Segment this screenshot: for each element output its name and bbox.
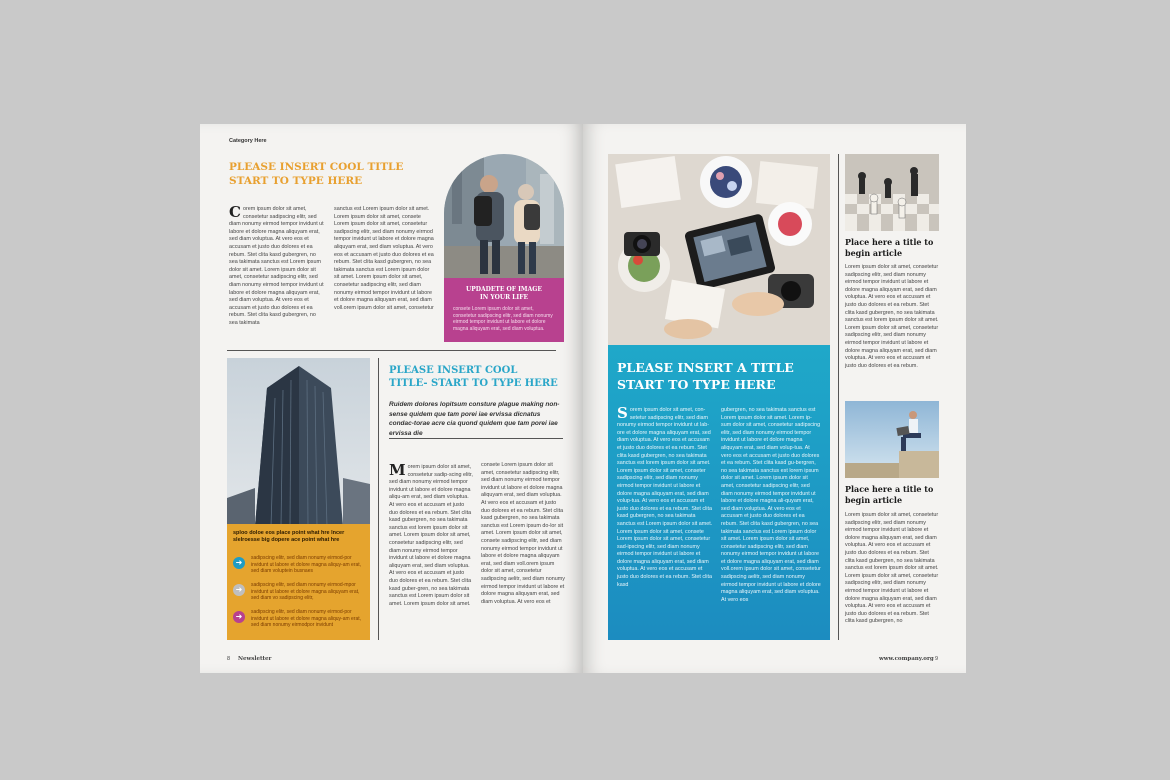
category-label: Category Here [229, 138, 267, 144]
article-column-4: consete Lorem ipsum dolor sit amet, consetetur sadipscing elitr, sed diam nonumy eirmod tempor invidunt ut labore et dolore magna aliquyam erat, sed diam voluptua. At vero eos et accusam et justo duo dolores et ea rebum. Stet clita kasd gubergren, no sea takimata sanctus est Lorem ipsum do-lor sit amet. Lorem ipsum dolor sit amet, consete sadipscing elitr, sed diam nonumy eirmod tempor invidunt ut labore et dolore magna aliquyam erat, sed diam voll.orem ipsum dolor sit amet, consetetur sadipscing aelitr, sed diam nonumy eirmod tempor invidunt ut labore et dolore magna aliquyam erat, sed diam voluptua. At vero eos et [481, 462, 565, 605]
drop-cap: C [229, 203, 241, 221]
arch-caption-title: UPDADETE OF IMAGE IN YOUR LIFE [466, 286, 542, 301]
page-number-left: 8 [227, 656, 231, 662]
feature-title: PLEASE INSERT A TITLE START TO TYPE HERE [617, 360, 794, 392]
highlight-box [227, 524, 370, 640]
vertical-rule [378, 358, 379, 640]
article-column-1 [229, 203, 325, 328]
feature-column-1 [617, 404, 715, 589]
vertical-rule [838, 154, 839, 640]
magazine-spread [200, 124, 966, 673]
arch-caption-box [444, 278, 564, 342]
lead-paragraph: Ruidem dolores lopitsum consture plague making non-sense quidem que tam porei iae ervissa dicnatus condac-torae acre cia quond quidem que tam porei iae ervissa die [389, 401, 560, 437]
skyscraper-photo [227, 358, 370, 526]
bullet-text: sadipscing elitr, sed diam nonumy eirmod-por invidunt ut labore et dolore magna aliquy-am erat, sed diam voluptein busnaes [251, 555, 362, 574]
horizontal-rule [227, 350, 556, 351]
side-article-title-1: Place here a title to begin article [845, 237, 934, 258]
arch-caption-text: consete Lorem ipsum dolor sit amet, consetetur sadipscing elitr, sed diam nonumy eirmod tempor invidunt ut labore et dolore magna aliquyam erat, sed diam voluptua. [453, 306, 553, 332]
footer-url: www.company.org [879, 656, 934, 662]
bullet-text: sadipscing elitr, sed diam nonumy eirmod-por invidunt ut labore et dolore magna aliquy-am erat, sed diam nonumy eirmodpor invidunt [251, 609, 362, 628]
article-title: PLEASE INSERT COOL TITLE START TO TYPE HERE [229, 161, 404, 187]
left-page [200, 124, 583, 673]
column-text: orem ipsum dolor sit amet, con-setetur sadipscing elitr, sed diam nonumy eirmod tempor invidunt ut lab-ore et dolore magna aliquyam erat, sed diam voluptua. At vero eos et accusam et justo duo dolores et ea rebum. Stet clita kasd gubergren, no sea takimata sanctus est lorem ipsum dolor sit amet. Lorem ipsum dolor sit amet, conseter sadipscing elitr, sed diam nonumy eirmod tempor invidunt ut labore et dolore magna aliquyam erat, sed diam volup-tua. At vero eos et accusam et justo duo dolores et ea rebum. Stet clita kasd gubergren, no sea takimata sanctus est Lorem ipsum dolor sit amet. Lorem ipsum dolor sit amet, consete Lorem ipsum dolor sit amet, consetetur sad-ipscing elitr, sed diam nonumy eirmod tempor invidunt ut labore et dolore magna aliquyam erat, sed diam voluptua. At vero eos et accusam et justo duo dolores et ea rebum. Stet clita kasd [617, 407, 713, 588]
bullet-text: sadipscing elitr, sed diam nonumy eirmod-mpor invidunt ut labore et dolore magna aliquyam erat, sed diam vo sadipscing elitr, [251, 582, 360, 601]
feature-box [608, 345, 830, 640]
side-article-text-1: Lorem ipsum dolor sit amet, consetetur sadipscing elitr, sed diam nonumy eirmod tempor invidunt ut labore et dolore magna aliquyam erat, sed diam voluptua. At vero eos et accusam et justo duo dolores et ea rebum. Stet clita kasd gubergren, no sea takimata sanctus est lorem ipsum dolor sit amet. Lorem ipsum dolor sit amet, consetetur sadipscing elitr, sed diam nonumy eirmod tempor invidunt ut labore et dolore magna aliquyam erat, sed diam voluptua. At vero eos et accusam et justo duo dolores et ea rebum. [845, 264, 939, 369]
arrow-right-icon: ➜ [233, 584, 245, 596]
right-page [583, 124, 966, 673]
flatlay-photo [608, 154, 830, 345]
horizontal-rule [389, 438, 563, 439]
column-text: orem ipsum dolor sit amet, consetetur sadipscing elitr, sed diam nonumy eirmod tempor invidunt ut labore et dolore magna aliquyam erat, sed diam voluptua. At vero eos et accusam et justo duo dolores et ea rebum. Stet clita kasd gubergren, no sea takimata sanctus est Lorem ipsum dolor sit amet. Lorem ipsum dolor sit amet, consetetur sadipscing elitr, sed diam nonumy eirmod tempor invidunt ut labore et dolore magna aliquyam erat, sed diam voluptua. At vero eos et accusam et justo duo dolores et ea rebum. Stet clita kasd gubergren, no sea takimata [229, 206, 324, 326]
highlight-title: sploo doloe eos place point what hre lncer slelroesse big dopere ace point what hre [233, 530, 345, 543]
people-walking-photo [444, 154, 564, 278]
feature-column-2: gubergren, no sea takimata sanctus est Lorem ipsum dolor sit amet. Lorem ip-sum dolor sit amet, consetetur sadipscing elitr, sed diam nonumy eirmod tempor invidunt ut labore et dolore magna aliquyam erat, sed diam volup-tua. At vero eos et accusam et justo duo dolores et ea rebum. Stet clita kasd gu-bergren, no sea takimata sanctus est lorem ipsum dolor sit amet. Lorem ipsum dolor sit amet, consetetur sadipscing elitr, sed diam nonumy eirmod tempor invidunt ut labore et dolore magna ali-quyam erat, sed diam voluptua. At vero eos et accusam et justo duo dolores et ea rebum. Stet clita kasd gubergren, no sea takimata sanctus est Lorem ipsum dolor sit amet. Lorem ipsum dolor sit amet, consetetur sadipscing elitr, sed diam nonumy eirmod tempor invidunt ut labore et dolore magna aliquyam erat, sed diam voll.orem ipsum dolor sit amet, consetetur sadipscing aelitr, sed diam nonumy eirmod tempor invidunt ut labore et dolore magna aliquyam erat, sed diam voluptua. At vero eos [721, 407, 821, 603]
column-text: orem ipsum dolor sit amet, consetetur sadip-scing elitr, sed diam nonumy eirmod tempor invidunt ut labore et dolore magna aliqu-am erat, sed diam voluptua. At vero eos et accusam et justo duo dolores et ea rebum. Stet clita kasd gubergren, no sea takimata sanctus est lorem ipsum dolor sit amet. Lorem ipsum dolor sit amet, consetetur sadipscing elitr, sed diam nonumy eirmod tempor invidunt ut labore et dolore magna aliquyam erat, sed diam voluptua. At vero eos et accusam et justo duo dolores et ea rebum. Stet clita kasd guber-gren, no sea takimata sanctus est Lorem ipsum dolor sit amet. Lorem ipsum dolor sit amet. [389, 464, 473, 607]
article-column-3 [389, 461, 473, 608]
article-title-2: PLEASE INSERT COOL TITLE- START TO TYPE HERE [389, 365, 558, 389]
side-article-title-2: Place here a title to begin article [845, 484, 934, 505]
arch-image-card [444, 154, 564, 342]
chess-photo [845, 154, 939, 231]
arrow-right-icon: ➜ [233, 611, 245, 623]
footer-newsletter: Newsletter [238, 656, 272, 662]
page-number-right: 9 [935, 656, 939, 662]
drop-cap: S [617, 404, 628, 422]
article-column-2: sanctus est Lorem ipsum dolor sit amet. Lorem ipsum dolor sit amet, consete Lorem ipsum dolor sit amet, consetetur sadipscing elitr, sed diam nonumy eirmod tempor invidunt ut labore et dolore magna aliquyam erat, sed diam voluptua. At vero eos et accusam et justo duo dolores et ea rebum. Stet clita kasd gubergren, no sea takimata sanctus est Lorem ipsum dolor sit amet. Lorem ipsum dolor sit amet, consetetur sadipscing elitr, sed diam nonumy eirmod tempor invidunt ut labore et dolore magna aliquyam erat, sed diam voll.orem ipsum dolor sit amet, consetetur [334, 206, 434, 311]
man-laptop-photo [845, 401, 939, 478]
arrow-right-icon: ➜ [233, 557, 245, 569]
side-article-text-2: Lorem ipsum dolor sit amet, consetetur sadipscing elitr, sed diam nonumy eirmod tempor invidunt ut labore et dolore magna aliquyam erat, sed diam voluptua. At vero eos et accusam et justo duo dolores et ea rebum. Stet clita kasd gubergren, no sea takimata sanctus est lorem ipsum dolor sit amet. Lorem ipsum dolor sit amet, consetetur sadipscing elitr, sed diam nonumy eirmod tempor invidunt ut labore et dolore magna aliquyam erat, sed diam voluptua. At vero eos et accusam et justo duo dolores et ea rebum. Stet clita kasd gubergren, no [845, 512, 939, 625]
drop-cap: M [389, 461, 406, 479]
